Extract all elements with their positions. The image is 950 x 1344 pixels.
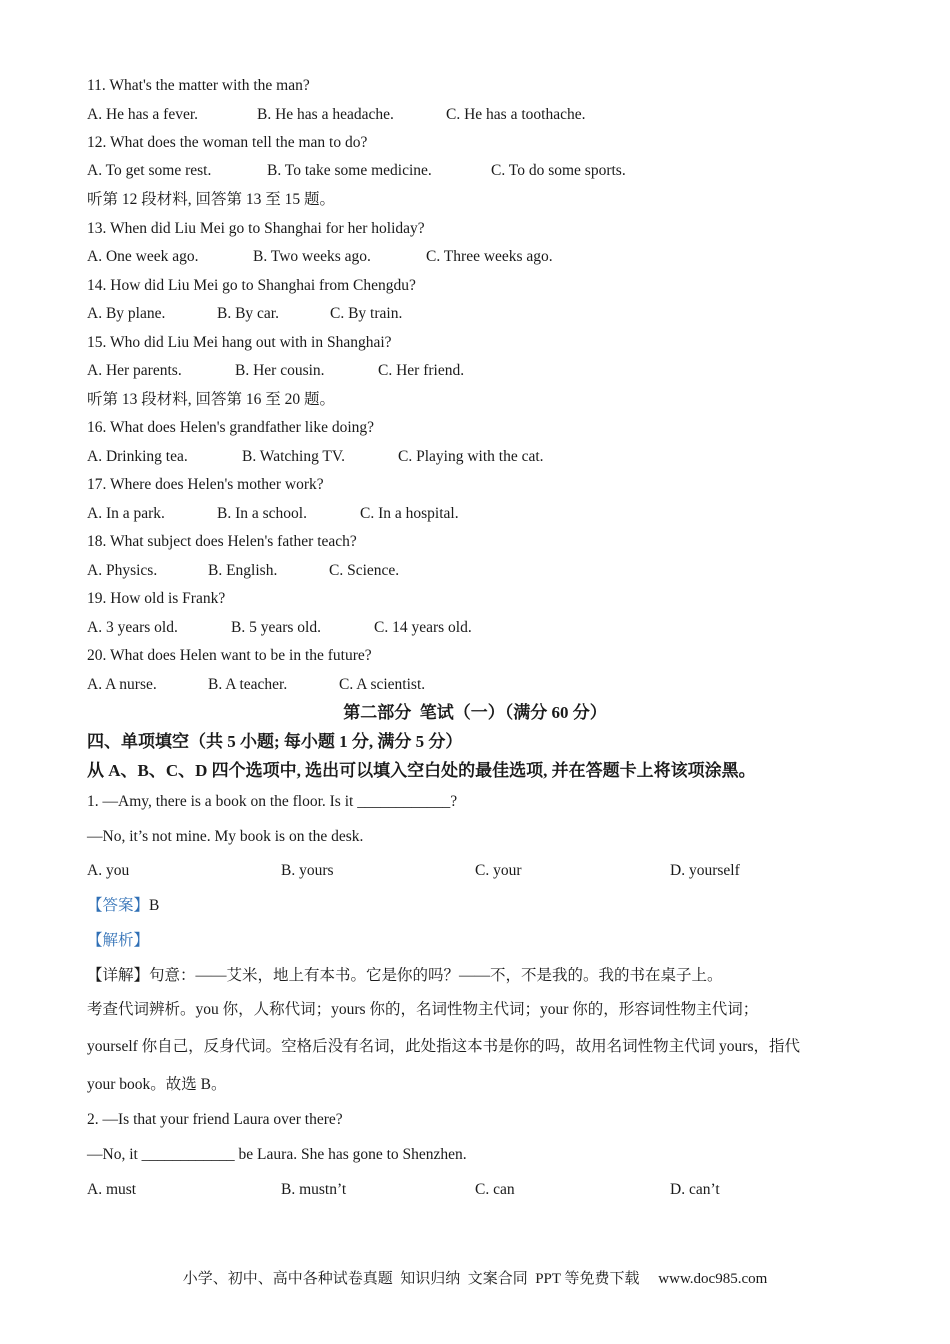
- answer-line: [87, 896, 159, 916]
- question-14: 14. How did Liu Mei go to Shanghai from Chengdu?: [87, 277, 416, 294]
- option: A. A nurse.: [87, 676, 157, 693]
- question-18: 18. What subject does Helen's father teach?: [87, 533, 357, 550]
- option-c: C. can: [475, 1181, 515, 1198]
- question-13: 13. When did Liu Mei go to Shanghai for her holiday?: [87, 220, 425, 237]
- detail-line: 【详解】句意：——艾米，地上有本书。它是你的吗？——不，不是我的。我的书在桌子上。: [87, 967, 723, 984]
- question-12: 12. What does the woman tell the man to do?: [87, 134, 368, 151]
- page-footer: 小学、初中、高中各种试卷真题 知识归纳 文案合同 PPT 等免费下载 www.doc985.com: [182, 1271, 768, 1287]
- option: B. In a school.: [217, 505, 307, 522]
- option-a: A. you: [87, 862, 130, 879]
- option: A. In a park.: [87, 505, 165, 522]
- option: A. 3 years old.: [87, 619, 178, 636]
- option: C. Her friend.: [378, 362, 465, 379]
- question-15: 15. Who did Liu Mei hang out with in Shanghai?: [87, 334, 392, 351]
- option: B. English.: [208, 562, 278, 579]
- option: B. 5 years old.: [231, 619, 321, 636]
- option: C. He has a toothache.: [446, 106, 586, 123]
- option-d: D. can’t: [670, 1181, 720, 1198]
- option: B. By car.: [217, 305, 279, 322]
- question-11: 11. What's the matter with the man?: [87, 77, 310, 94]
- option: B. Two weeks ago.: [253, 248, 371, 265]
- option: A. By plane.: [87, 305, 166, 322]
- option: B. Watching TV.: [242, 448, 345, 465]
- option: C. To do some sports.: [491, 162, 626, 179]
- option: B. A teacher.: [208, 676, 288, 693]
- option-d: D. yourself: [670, 862, 740, 879]
- analysis-label: 【解析】: [87, 932, 150, 949]
- option: C. 14 years old.: [374, 619, 472, 636]
- detail-line: yourself 你自己，反身代词。空格后没有名词，此处指这本书是你的吗，故用名词性物主代词 yours，指代: [87, 1038, 800, 1055]
- option: A. One week ago.: [87, 248, 199, 265]
- listening-note: 听第 13 段材料, 回答第 16 至 20 题。: [87, 391, 336, 408]
- section-heading: 四、单项填空（共 5 小题; 每小题 1 分, 满分 5 分）: [87, 732, 463, 751]
- part-title: 第二部分 笔试（一）（满分 60 分）: [343, 703, 607, 722]
- option: C. Three weeks ago.: [426, 248, 553, 265]
- option-c: C. your: [475, 862, 522, 879]
- option: B. He has a headache.: [257, 106, 394, 123]
- option: C. In a hospital.: [360, 505, 459, 522]
- option-a: A. must: [87, 1181, 137, 1198]
- question-dialog: —No, it ____________ be Laura. She has gone to Shenzhen.: [87, 1146, 467, 1163]
- option: C. Science.: [329, 562, 400, 579]
- section-instruction: 从 A、B、C、D 四个选项中, 选出可以填入空白处的最佳选项, 并在答题卡上将该项涂黑。: [87, 761, 756, 780]
- question-dialog: —No, it’s not mine. My book is on the desk.: [87, 828, 364, 845]
- option: A. Physics.: [87, 562, 158, 579]
- option-b: B. mustn’t: [281, 1181, 347, 1198]
- answer-value: B: [149, 897, 160, 914]
- option: B. To take some medicine.: [267, 162, 432, 179]
- detail-line: 考查代词辨析。you 你，人称代词；yours 你的，名词性物主代词；your 你的，形容词性物主代词；: [87, 1001, 759, 1018]
- option-b: B. yours: [281, 862, 334, 879]
- listening-note: 听第 12 段材料, 回答第 13 至 15 题。: [87, 191, 336, 208]
- option: C. A scientist.: [339, 676, 426, 693]
- option: A. To get some rest.: [87, 162, 212, 179]
- answer-label: 【答案】: [87, 897, 150, 914]
- question-stem: 1. —Amy, there is a book on the floor. Is it ____________?: [87, 793, 458, 810]
- question-stem: 2. —Is that your friend Laura over there?: [87, 1111, 343, 1128]
- option: A. Her parents.: [87, 362, 182, 379]
- option: C. By train.: [330, 305, 403, 322]
- question-17: 17. Where does Helen's mother work?: [87, 476, 324, 493]
- option: A. He has a fever.: [87, 106, 199, 123]
- option: A. Drinking tea.: [87, 448, 188, 465]
- detail-line: your book。故选 B。: [87, 1076, 227, 1093]
- question-20: 20. What does Helen want to be in the future?: [87, 647, 372, 664]
- option: B. Her cousin.: [235, 362, 325, 379]
- option: C. Playing with the cat.: [398, 448, 544, 465]
- question-19: 19. How old is Frank?: [87, 590, 226, 607]
- question-16: 16. What does Helen's grandfather like doing?: [87, 419, 375, 436]
